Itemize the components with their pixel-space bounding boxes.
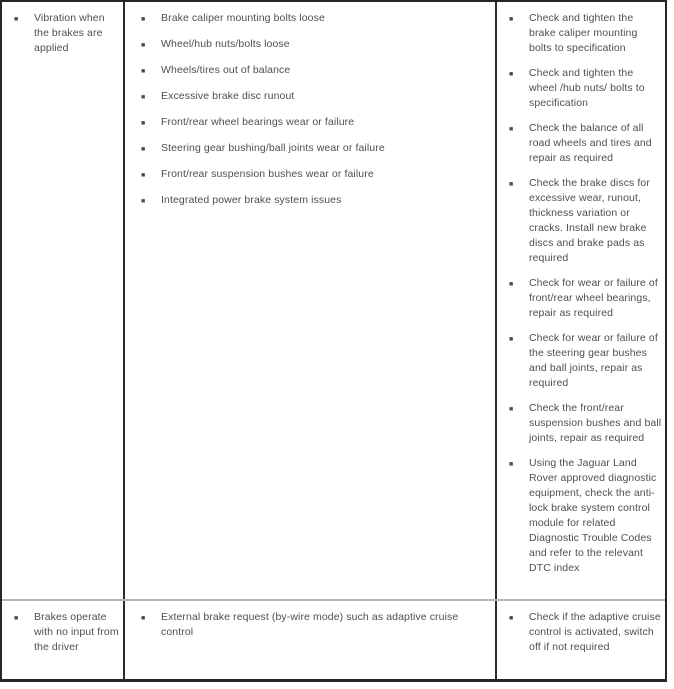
action-text: Check and tighten the brake caliper mounting bolts to specification (529, 12, 638, 54)
list-item (141, 141, 489, 157)
symptom-cell (2, 601, 123, 679)
cause-text: Wheels/tires out of balance (161, 64, 291, 76)
bullet-square-icon: ■ (509, 126, 514, 133)
bullet-square-icon: ■ (509, 181, 514, 188)
action-text: Check for wear or failure of front/rear wheel bearings, repair as required (529, 277, 658, 319)
bullet-square-icon: ■ (141, 16, 146, 23)
symptom-text: Brakes operate with no input from the driver (34, 611, 119, 653)
bullet-square-icon: ■ (14, 615, 19, 622)
bullet-square-icon: ■ (509, 281, 514, 288)
list-item (509, 66, 663, 111)
list-item (14, 610, 121, 655)
list-item (141, 89, 489, 105)
bullet-square-icon: ■ (14, 16, 19, 23)
list-item (141, 37, 489, 53)
bullet-square-icon: ■ (509, 406, 514, 413)
action-text: Check if the adaptive cruise control is activated, switch off if not required (529, 611, 661, 653)
bullet-square-icon: ■ (509, 16, 514, 23)
cause-text: Excessive brake disc runout (161, 90, 295, 102)
list-item (509, 331, 663, 391)
action-text: Using the Jaguar Land Rover approved diagnostic equipment, check the anti-lock brake system control module for related Diagnostic Trouble Codes and refer to the relevant DTC index (529, 457, 657, 574)
bullet-square-icon: ■ (141, 146, 146, 153)
symptom-text: Vibration when the brakes are applied (34, 12, 105, 54)
action-cell (495, 2, 665, 599)
cause-text: Front/rear wheel bearings wear or failure (161, 116, 355, 128)
possible-causes-cell (123, 2, 495, 599)
cause-text: Brake caliper mounting bolts loose (161, 12, 325, 24)
list-item (509, 276, 663, 321)
symptom-cell (2, 2, 123, 599)
bullet-square-icon: ■ (141, 120, 146, 127)
list-item (509, 401, 663, 446)
bullet-square-icon: ■ (141, 615, 146, 622)
list-item (509, 121, 663, 166)
list-item (14, 11, 121, 56)
cause-text: Steering gear bushing/ball joints wear or failure (161, 142, 385, 154)
bullet-square-icon: ■ (141, 42, 146, 49)
action-text: Check and tighten the wheel /hub nuts/ bolts to specification (529, 67, 645, 109)
list-item (141, 63, 489, 79)
list-item (509, 610, 663, 655)
table-row (2, 599, 665, 679)
bullet-square-icon: ■ (141, 172, 146, 179)
bullet-square-icon: ■ (509, 461, 514, 468)
list-item (141, 115, 489, 131)
action-text: Check the brake discs for excessive wear, runout, thickness variation or cracks. Install new brake discs and brake pads as required (529, 177, 650, 264)
bullet-square-icon: ■ (509, 71, 514, 78)
bullet-square-icon: ■ (509, 336, 514, 343)
bullet-square-icon: ■ (141, 198, 146, 205)
list-item (509, 456, 663, 576)
cause-text: Wheel/hub nuts/bolts loose (161, 38, 290, 50)
list-item (509, 11, 663, 56)
list-item (509, 176, 663, 266)
list-item (141, 193, 489, 209)
cause-text: Integrated power brake system issues (161, 194, 342, 206)
action-text: Check the balance of all road wheels and tires and repair as required (529, 122, 652, 164)
list-item (141, 610, 489, 640)
table-row (2, 2, 665, 599)
bullet-square-icon: ■ (509, 615, 514, 622)
action-cell (495, 601, 665, 679)
list-item (141, 167, 489, 183)
action-text: Check for wear or failure of the steering gear bushes and ball joints, repair as required (529, 332, 658, 389)
cause-text: External brake request (by-wire mode) such as adaptive cruise control (161, 611, 459, 638)
bullet-square-icon: ■ (141, 68, 146, 75)
cause-text: Front/rear suspension bushes wear or failure (161, 168, 374, 180)
list-item (141, 11, 489, 27)
bullet-square-icon: ■ (141, 94, 146, 101)
possible-causes-cell (123, 601, 495, 679)
action-text: Check the front/rear suspension bushes and ball joints, repair as required (529, 402, 662, 444)
